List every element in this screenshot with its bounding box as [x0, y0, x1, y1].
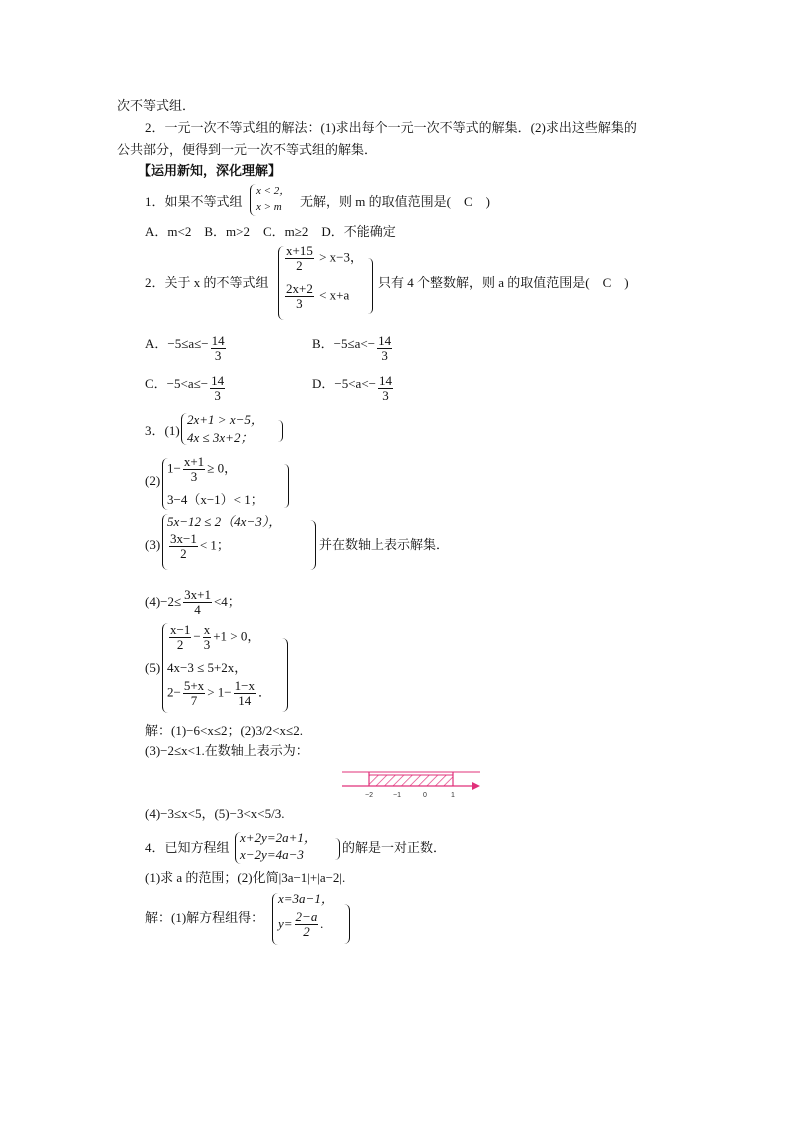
number-line	[340, 762, 485, 800]
solution-line1: 解：(1)−6<x≤2；(2)3/2<x≤2.	[145, 723, 303, 738]
q3-part5-row3: 2− $\frac{5+x}{7}$ > 1− $\frac{1-x}{14}$ ．	[167, 678, 271, 708]
q3-part5-row1: $\frac{x-1}{2}$ − $\frac{x}{3}$ +1 > 0，	[170, 622, 261, 652]
q4-right-brace	[335, 838, 340, 860]
q3-part2-right-brace	[284, 464, 289, 508]
q3-part1-right-brace	[278, 420, 283, 442]
q3-part5-right-brace	[282, 638, 288, 712]
q3-part1-label: 3．(1)	[145, 423, 180, 438]
tick-label: 1	[451, 792, 455, 799]
q4-solution-prefix: 解：(1)解方程组得：	[145, 910, 265, 925]
q1-suffix: 无解，则 m 的取值范围是( C )	[300, 194, 490, 209]
q3-part1-row2: 4x ≤ 3x+2；	[187, 430, 254, 445]
tick-label: −2	[365, 792, 373, 799]
arrow-icon	[472, 782, 480, 790]
q3-part3-right-brace	[310, 520, 316, 570]
q4-suffix: 的解是一对正数．	[342, 840, 447, 855]
q4-row1: x+2y=2a+1，	[240, 830, 317, 845]
solution-line3: (4)−3≤x<5，(5)−3<x<5/3.	[145, 806, 285, 821]
q2-prefix: 2．关于 x 的不等式组	[145, 275, 269, 290]
q4-solution-right-brace	[344, 904, 350, 944]
intro-text: 次不等式组．	[117, 98, 196, 113]
q2-option-a: A．−5≤a≤− $\frac{14}{3}$	[145, 333, 225, 363]
q4-row2: x−2y=4a−3	[240, 847, 304, 862]
q1-row2: x > m	[256, 201, 282, 213]
q2-suffix: 只有 4 个整数解，则 a 的取值范围是( C )	[378, 275, 629, 290]
q3-part4: (4)−2≤ $\frac{3x+1}{4}$ <4；	[145, 587, 241, 617]
q1-prefix: 1．如果不等式组	[145, 194, 243, 209]
q4-prefix: 4．已知方程组	[145, 840, 230, 855]
q2-row1: $\frac{x+15}{2}$ > x−3，	[286, 243, 364, 273]
q4-solution-row1: x=3a−1，	[278, 891, 334, 906]
q2-option-d: D．−5<a<− $\frac{14}{3}$	[312, 373, 392, 403]
q4-line2: (1)求 a 的范围；(2)化简|3a−1|+|a−2|.	[145, 870, 346, 885]
q1-row1: x < 2，	[256, 185, 291, 197]
method-text-line2: 公共部分，便得到一元一次不等式组的解集．	[117, 142, 378, 157]
q3-part3-row1: 5x−12 ≤ 2（4x−3），	[167, 514, 282, 529]
tick-label: −1	[393, 792, 401, 799]
q3-part3-label: (3)	[145, 537, 161, 552]
solution-line2: (3)−2≤x<1.在数轴上表示为：	[145, 743, 309, 758]
q3-part2-label: (2)	[145, 473, 161, 488]
q3-part5-label: (5)	[145, 660, 161, 675]
section-heading: 【运用新知，深化理解】	[138, 163, 282, 178]
q3-part1-row1: 2x+1 > x−5，	[187, 412, 264, 427]
q3-part2-row1: 1− $\frac{x+1}{3}$ ≥ 0，	[167, 454, 238, 484]
q2-option-c: C．−5<a≤− $\frac{14}{3}$	[145, 373, 225, 403]
q1-options: A．m<2 B．m>2 C．m≥2 D．不能确定	[145, 224, 396, 239]
q2-row2: $\frac{2x+2}{3}$ < x+a	[286, 281, 350, 311]
method-text-line1: 2．一元一次不等式组的解法：(1)求出每个一元一次不等式的解集．(2)求出这些解集的	[145, 120, 637, 135]
q3-part2-row2: 3−4（x−1）< 1；	[167, 492, 264, 507]
q3-part3-suffix: 并在数轴上表示解集．	[319, 537, 450, 552]
q3-part5-row2: 4x−3 ≤ 5+2x，	[167, 660, 248, 675]
tick-label: 0	[423, 792, 427, 799]
q2-option-b: B．−5≤a<− $\frac{14}{3}$	[312, 333, 392, 363]
solution-interval-shading	[369, 775, 453, 786]
q3-part3-row2: $\frac{3x-1}{2}$ < 1；	[170, 531, 230, 561]
q4-solution-row2: y= $\frac{2-a}{2}$ .	[278, 909, 324, 939]
q2-right-brace	[368, 258, 373, 314]
